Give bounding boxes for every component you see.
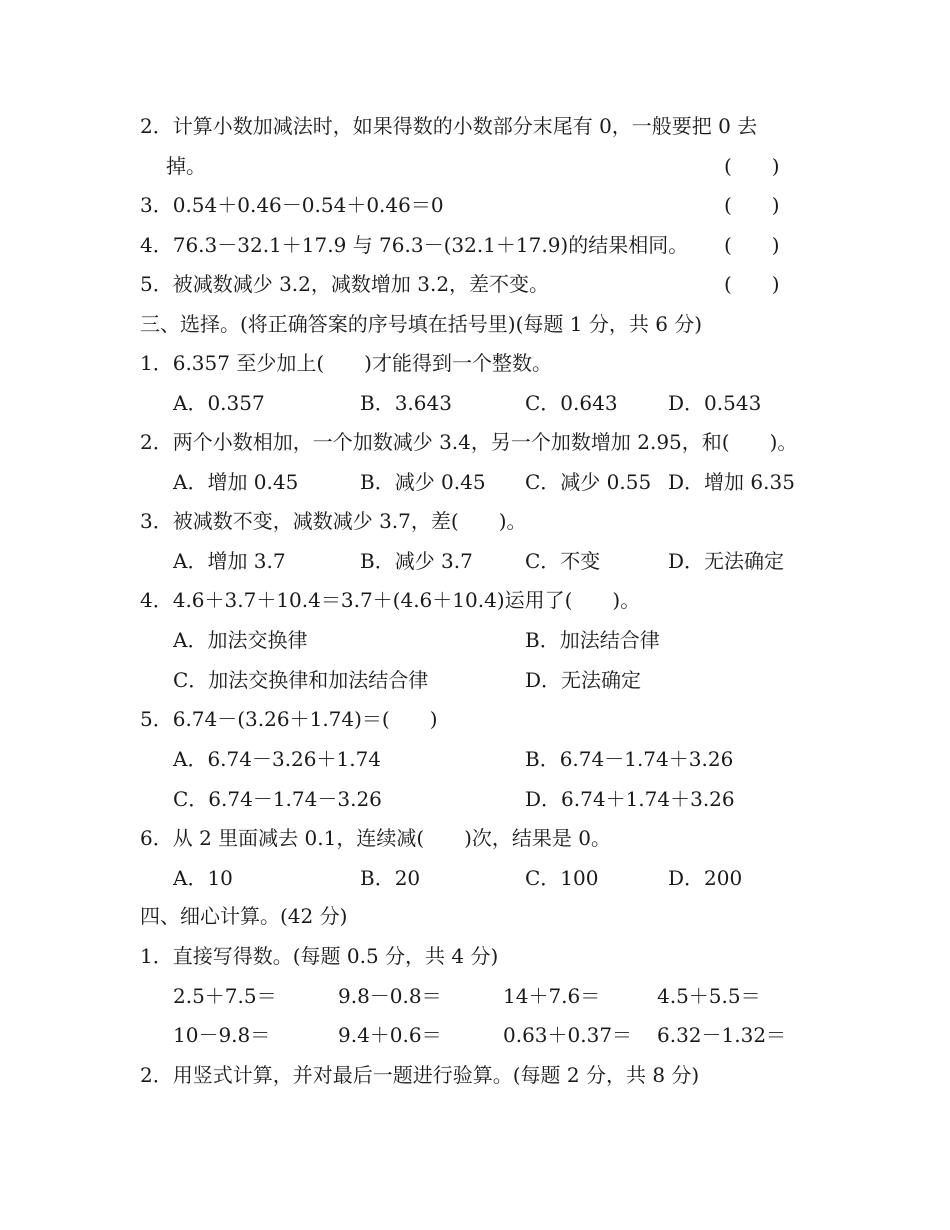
choice-question-3 xyxy=(0,506,950,536)
option-b[interactable]: B．加法结合律 xyxy=(525,628,660,652)
judge-item-3 xyxy=(0,190,950,220)
option-c[interactable]: C．减少 0.55 xyxy=(525,470,652,494)
calc-expression[interactable]: 6.32－1.32＝ xyxy=(657,1023,787,1047)
calc-question-2 xyxy=(0,1060,950,1090)
option-b[interactable]: B．20 xyxy=(360,866,421,890)
option-d[interactable]: D．无法确定 xyxy=(525,668,642,692)
choice-question-5 xyxy=(0,704,950,734)
choice-options-5-row2 xyxy=(0,784,950,814)
option-c[interactable]: C．加法交换律和加法结合律 xyxy=(173,668,429,692)
choice-options-2 xyxy=(0,467,950,497)
answer-blank[interactable]: ( ) xyxy=(724,272,780,296)
option-b[interactable]: B．3.643 xyxy=(360,391,452,415)
judge-item-text: 2．计算小数加减法时，如果得数的小数部分末尾有 0，一般要把 0 去 xyxy=(140,114,758,138)
calc-expression[interactable]: 9.4＋0.6＝ xyxy=(338,1023,442,1047)
section-heading-choice xyxy=(0,309,950,339)
judge-item-text: 掉。 xyxy=(166,154,206,178)
calc-expression[interactable]: 14＋7.6＝ xyxy=(503,984,601,1008)
option-d[interactable]: D．增加 6.35 xyxy=(668,470,795,494)
option-d[interactable]: D．0.543 xyxy=(668,391,762,415)
choice-options-5-row1 xyxy=(0,744,950,774)
judge-item-4 xyxy=(0,230,950,260)
calc-expression[interactable]: 10－9.8＝ xyxy=(173,1023,271,1047)
option-a[interactable]: A．0.357 xyxy=(173,391,265,415)
option-b[interactable]: B．6.74－1.74＋3.26 xyxy=(525,747,734,771)
option-d[interactable]: D．200 xyxy=(668,866,743,890)
option-c[interactable]: C．不变 xyxy=(525,549,601,573)
option-b[interactable]: B．减少 0.45 xyxy=(360,470,486,494)
calc-question-1 xyxy=(0,941,950,971)
section-title: 三、选择。(将正确答案的序号填在括号里)(每题 1 分，共 6 分) xyxy=(140,312,703,336)
calc-row-1 xyxy=(0,981,950,1011)
choice-options-3 xyxy=(0,546,950,576)
calc-expression[interactable]: 0.63＋0.37＝ xyxy=(503,1023,633,1047)
option-d[interactable]: D．无法确定 xyxy=(668,549,785,573)
judge-item-5 xyxy=(0,269,950,299)
choice-options-1 xyxy=(0,388,950,418)
calc-expression[interactable]: 2.5＋7.5＝ xyxy=(173,984,277,1008)
question-stem: 1．6.357 至少加上( )才能得到一个整数。 xyxy=(140,351,552,375)
choice-question-1 xyxy=(0,348,950,378)
calc-expression[interactable]: 9.8－0.8＝ xyxy=(338,984,442,1008)
question-stem: 5．6.74－(3.26＋1.74)＝( ) xyxy=(140,707,438,731)
option-a[interactable]: A．增加 3.7 xyxy=(173,549,286,573)
choice-question-6 xyxy=(0,823,950,853)
choice-options-4-row1 xyxy=(0,625,950,655)
answer-blank[interactable]: ( ) xyxy=(724,193,780,217)
question-stem: 2．用竖式计算，并对最后一题进行验算。(每题 2 分，共 8 分) xyxy=(140,1063,700,1087)
judge-item-text: 5．被减数减少 3.2，减数增加 3.2，差不变。 xyxy=(140,272,550,296)
option-a[interactable]: A．增加 0.45 xyxy=(173,470,299,494)
option-c[interactable]: C．0.643 xyxy=(525,391,618,415)
choice-question-4 xyxy=(0,585,950,615)
question-stem: 2．两个小数相加，一个加数减少 3.4，另一个加数增加 2.95，和( )。 xyxy=(140,430,798,454)
answer-blank[interactable]: ( ) xyxy=(724,233,780,257)
question-stem: 3．被减数不变，减数减少 3.7，差( )。 xyxy=(140,509,527,533)
section-title: 四、细心计算。(42 分) xyxy=(140,904,348,928)
option-a[interactable]: A．10 xyxy=(173,866,233,890)
question-stem: 6．从 2 里面减去 0.1，连续减( )次，结果是 0。 xyxy=(140,826,612,850)
choice-options-4-row2 xyxy=(0,665,950,695)
option-c[interactable]: C．6.74－1.74－3.26 xyxy=(173,787,382,811)
judge-item-text: 4．76.3－32.1＋17.9 与 76.3－(32.1＋17.9)的结果相同。 xyxy=(140,233,689,257)
option-d[interactable]: D．6.74＋1.74＋3.26 xyxy=(525,787,735,811)
question-stem: 1．直接写得数。(每题 0.5 分，共 4 分) xyxy=(140,944,499,968)
option-a[interactable]: A．加法交换律 xyxy=(173,628,308,652)
judge-item-2-continued xyxy=(0,151,950,181)
option-a[interactable]: A．6.74－3.26＋1.74 xyxy=(173,747,382,771)
calc-row-2 xyxy=(0,1020,950,1050)
section-heading-calc xyxy=(0,901,950,931)
option-b[interactable]: B．减少 3.7 xyxy=(360,549,473,573)
choice-options-6 xyxy=(0,863,950,893)
question-stem: 4．4.6＋3.7＋10.4＝3.7＋(4.6＋10.4)运用了( )。 xyxy=(140,588,641,612)
choice-question-2 xyxy=(0,427,950,457)
judge-item-text: 3．0.54＋0.46－0.54＋0.46＝0 xyxy=(140,193,444,217)
calc-expression[interactable]: 4.5＋5.5＝ xyxy=(657,984,761,1008)
answer-blank[interactable]: ( ) xyxy=(724,154,780,178)
judge-item-2 xyxy=(0,111,950,141)
option-c[interactable]: C．100 xyxy=(525,866,599,890)
